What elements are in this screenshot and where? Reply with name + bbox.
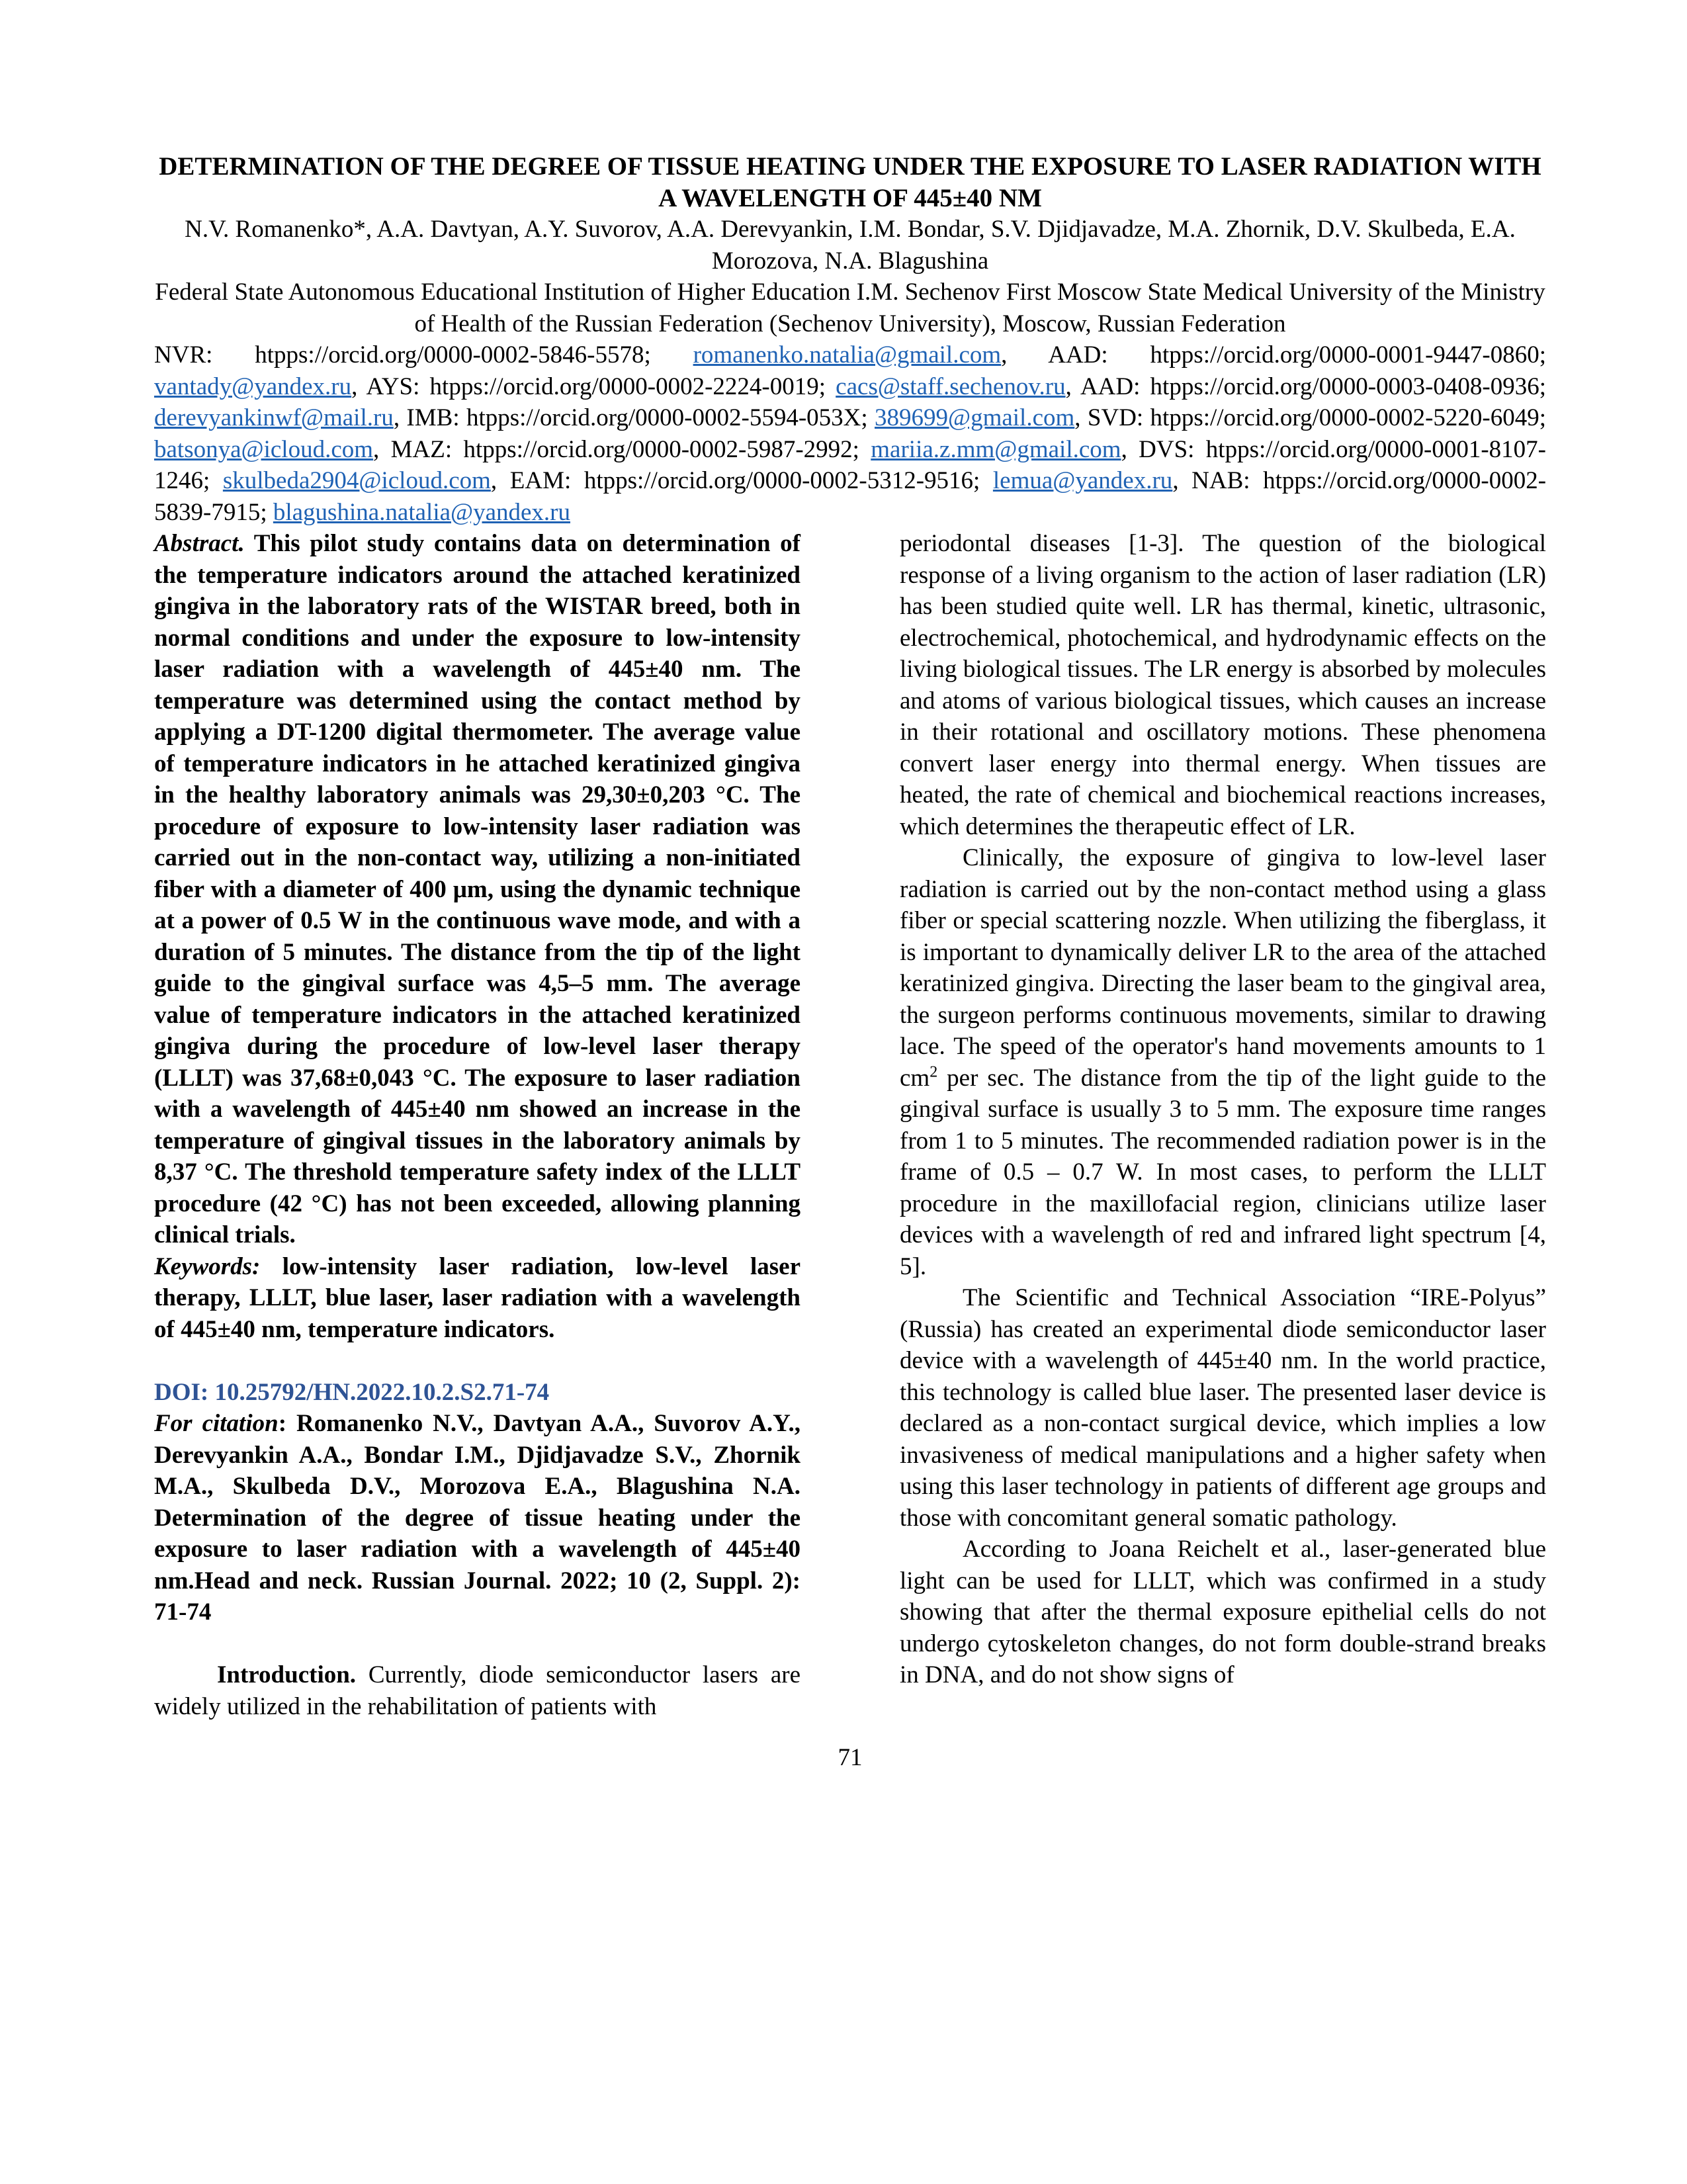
spacer bbox=[154, 1628, 800, 1660]
authors-line: N.V. Romanenko*, A.A. Davtyan, A.Y. Suvorov, A.A. Derevyankin, I.M. Bondar, S.V. Djidjavadze, M.A. Zhornik, D.V. Skulbeda, E.A. Morozova, N.A. Blagushina bbox=[185, 216, 1516, 275]
email-link[interactable]: derevyankinwf@mail.ru bbox=[154, 404, 394, 431]
clinical-procedure-paragraph bbox=[900, 842, 1546, 1282]
clinical-procedure-text-a: Clinically, the exposure of gingiva to low-level laser radiation is carried out by the non-contact method using a glass fiber or special scattering nozzle. When utilizing the fiberglass, it is important to dynamically deliver LR to the area of the attached keratinized gingiva. Directing the laser beam to the gingival area, the surgeon performs continuous movements, similar to drawing lace. The speed of the operator's hand movements amounts to 1 cm bbox=[900, 844, 1546, 1092]
orcid-text: NVR: htpps://orcid.org/0000-0002-5846-5578; bbox=[154, 341, 693, 369]
email-link[interactable]: vantady@yandex.ru bbox=[154, 372, 352, 400]
keywords-label: Keywords: bbox=[154, 1252, 261, 1280]
right-column bbox=[900, 528, 1546, 1691]
orcid-text: , NAB: htpps://orcid.org/0000-0002-5839-7915; bbox=[154, 467, 1547, 526]
page-footer bbox=[154, 1742, 1546, 1774]
introduction-label: Introduction. bbox=[217, 1661, 357, 1688]
citation-label: For citation bbox=[154, 1410, 279, 1437]
reichelt-paragraph: According to Joana Reichelt et al., laser-generated blue light can be used for LLLT, which was confirmed in a study showing that after the thermal exposure epithelial cells do not undergo cytoskeleton changes, do not form double-strand breaks in DNA, and do not show signs of bbox=[900, 1536, 1546, 1688]
clinical-procedure-text-b: per sec. The distance from the tip of the light guide to the gingival surface is usually 3 to 5 mm. The exposure time ranges from 1 to 5 minutes. The recommended radiation power is in the frame of 0.5 – 0.7 W. In most cases, to perform the LLLT procedure in the maxillofacial region, clinicians utilize laser devices with a wavelength of red and infrared light spectrum [4, 5]. bbox=[900, 1064, 1546, 1280]
orcid-text: , MAZ: htpps://orcid.org/0000-0002-5987-2992; bbox=[373, 435, 871, 463]
intro-continuation-paragraph: periodontal diseases [1-3]. The question of the biological response of a living organism to the action of laser radiation (LR) has been studied quite well. LR has thermal, kinetic, ultrasonic, electrochemical, photochemical, and hydrodynamic effects on the living biological tissues. The LR energy is absorbed by molecules and atoms of various biological tissues, which causes an increase in their rotational and oscillatory motions. These phenomena convert laser energy into thermal energy. When tissues are heated, the rate of chemical and biochemical reactions increases, which determines the therapeutic effect of LR. bbox=[900, 530, 1546, 840]
email-link[interactable]: skulbeda2904@icloud.com bbox=[222, 467, 491, 494]
citation-text: : Romanenko N.V., Davtyan A.A., Suvorov A.Y., Derevyankin A.A., Bondar I.M., Djidjavadze S.V., Zhornik M.A., Skulbeda D.V., Morozova E.A., Blagushina N.A. Determination of the degree of tissue heating under the exposure to laser radiation with a wavelength of 445±40 nm.Head and neck. Russian Journal. 2022; 10 (2, Suppl. 2): 71-74 bbox=[154, 1410, 800, 1626]
introduction-paragraph bbox=[154, 1659, 800, 1722]
doi-line: DOI: 10.25792/HN.2022.10.2.S2.71-74 bbox=[154, 1378, 550, 1406]
email-link[interactable]: batsonya@icloud.com bbox=[154, 435, 374, 463]
two-column-body bbox=[154, 528, 1546, 1722]
orcid-text: , IMB: htpps://orcid.org/0000-0002-5594-053X; bbox=[393, 404, 875, 431]
affiliation-line: Federal State Autonomous Educational Institution of Higher Education I.M. Sechenov First Moscow State Medical University of the Ministry of Health of the Russian Federation (Sechenov University), Moscow, Russian Federation bbox=[155, 279, 1545, 337]
orcid-text: , EAM: htpps://orcid.org/0000-0002-5312-9516; bbox=[490, 467, 993, 494]
orcid-text: , AAD: htpps://orcid.org/0000-0001-9447-0860; bbox=[1001, 341, 1546, 369]
orcid-text: , AYS: htpps://orcid.org/0000-0002-2224-0019; bbox=[351, 372, 836, 400]
orcid-text: , AAD: htpps://orcid.org/0000-0003-0408-0936; bbox=[1065, 372, 1547, 400]
email-link[interactable]: 389699@gmail.com bbox=[875, 404, 1075, 431]
abstract-text: This pilot study contains data on determination of the temperature indicators around the attached keratinized gingiva in the laboratory rats of the WISTAR breed, both in normal conditions and under the exposure to low-intensity laser radiation with a wavelength of 445±40 nm. The temperature was determined using the contact method by applying a DT-1200 digital thermometer. The average value of temperature indicators in he attached keratinized gingiva in the healthy laboratory animals was 29,30±0,203 °C. The procedure of exposure to low-intensity laser radiation was carried out in the non-contact way, utilizing a non-initiated fiber with a diameter of 400 μm, using the dynamic technique at a power of 0.5 W in the continuous wave mode, and with a duration of 5 minutes. The distance from the tip of the light guide to the gingival surface was 4,5–5 mm. The average value of temperature indicators in the attached keratinized gingiva during the procedure of low-level laser therapy (LLLT) was 37,68±0,043 °C. The exposure to laser radiation with a wavelength of 445±40 nm showed an increase in the temperature of gingival tissues in the laboratory animals by 8,37 °C. The threshold temperature safety index of the LLLT procedure (42 °C) has not been exceeded, allowing planning clinical trials. bbox=[154, 530, 800, 1248]
introduction-text: Currently, diode semiconductor lasers are widely utilized in the rehabilitation of patients with bbox=[154, 1661, 800, 1720]
orcid-text: , DVS: htpps://orcid.org/0000-0001-8107-1246; bbox=[154, 435, 1546, 494]
abstract-label: Abstract. bbox=[154, 530, 245, 557]
left-column bbox=[154, 528, 800, 1722]
email-link[interactable]: cacs@staff.sechenov.ru bbox=[836, 372, 1066, 400]
ire-polyus-paragraph: The Scientific and Technical Association “IRE-Polyus” (Russia) has created an experimental diode semiconductor laser device with a wavelength of 445±40 nm. In the world practice, this technology is called blue laser. The presented laser device is declared as a non-contact surgical device, which implies a low invasiveness of medical manipulations and a higher safety when using this laser technology in patients of different age groups and those with concomitant general somatic pathology. bbox=[900, 1284, 1546, 1532]
citation-paragraph bbox=[154, 1408, 800, 1628]
email-link[interactable]: blagushina.natalia@yandex.ru bbox=[273, 498, 571, 526]
spacer bbox=[154, 1345, 800, 1377]
page-number: 71 bbox=[838, 1744, 863, 1771]
keywords-text: low-intensity laser radiation, low-level laser therapy, LLLT, blue laser, laser radiation with a wavelength of 445±40 nm, temperature indicators. bbox=[154, 1252, 800, 1343]
orcid-emails-block bbox=[154, 339, 1546, 528]
abstract-paragraph bbox=[154, 528, 800, 1251]
email-link[interactable]: romanenko.natalia@gmail.com bbox=[693, 341, 1002, 369]
keywords-paragraph bbox=[154, 1251, 800, 1346]
superscript-2: 2 bbox=[930, 1063, 938, 1081]
email-link[interactable]: mariia.z.mm@gmail.com bbox=[871, 435, 1121, 463]
paper-title: DETERMINATION OF THE DEGREE OF TISSUE HEATING UNDER THE EXPOSURE TO LASER RADIATION WITH A WAVELENGTH OF 445±40 NM bbox=[159, 152, 1541, 212]
paper-header bbox=[154, 151, 1546, 339]
orcid-text: , SVD: htpps://orcid.org/0000-0002-5220-6049; bbox=[1074, 404, 1547, 431]
email-link[interactable]: lemua@yandex.ru bbox=[992, 467, 1173, 494]
